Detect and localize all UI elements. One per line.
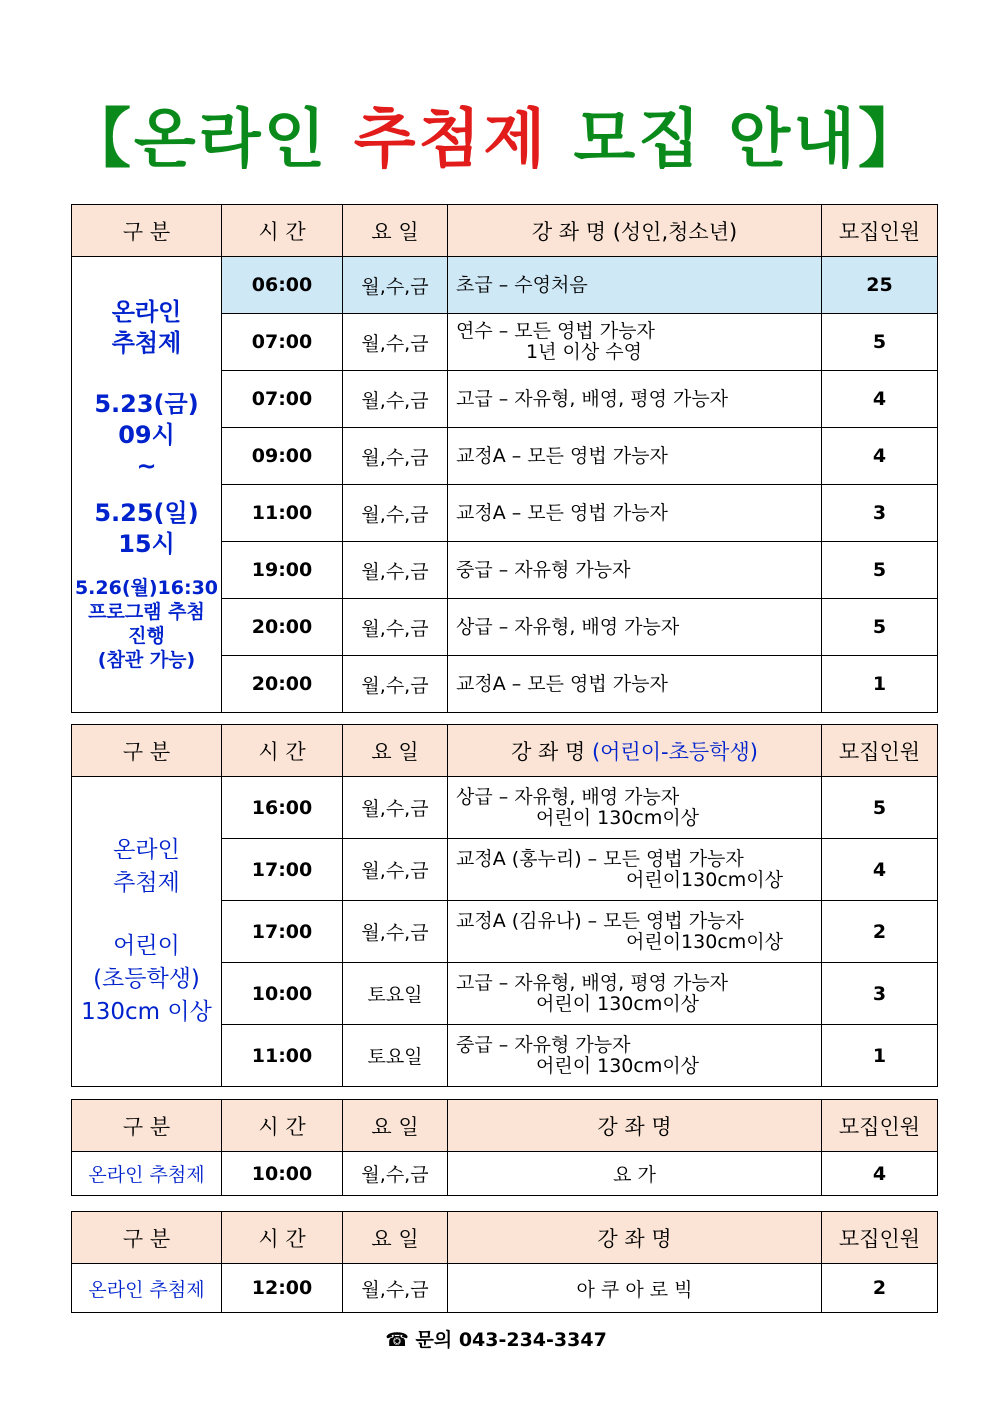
time-cell: 10:00	[222, 1152, 343, 1196]
header-course: 강 좌 명 (어린이-초등학생)	[448, 725, 822, 777]
header-days: 요 일	[343, 1212, 448, 1264]
header-days: 요 일	[343, 1100, 448, 1152]
table-row	[72, 1264, 938, 1313]
days-cell: 월,수,금	[343, 314, 448, 371]
child-schedule-table	[71, 724, 938, 1087]
page-title: 【온라인 추첨제 모집 안내】	[66, 103, 926, 177]
course-cell: 상급 – 자유형, 배영 가능자 어린이 130cm이상	[448, 777, 822, 839]
course-cell: 아 쿠 아 로 빅	[448, 1264, 822, 1313]
aqua-schedule-table	[71, 1211, 938, 1313]
time-cell: 06:00	[222, 257, 343, 314]
course-cell: 중급 – 자유형 가능자 어린이 130cm이상	[448, 1025, 822, 1087]
header-time: 시 간	[222, 205, 343, 257]
header-category: 구 분	[72, 205, 222, 257]
time-cell: 12:00	[222, 1264, 343, 1313]
time-cell: 20:00	[222, 599, 343, 656]
capacity-cell: 5	[822, 542, 938, 599]
adult-schedule-table	[71, 204, 938, 713]
course-cell: 교정A (김유나) – 모든 영법 가능자 어린이130cm이상	[448, 901, 822, 963]
days-cell: 월,수,금	[343, 1264, 448, 1313]
capacity-cell: 4	[822, 1152, 938, 1196]
course-cell: 고급 – 자유형, 배영, 평영 가능자 어린이 130cm이상	[448, 963, 822, 1025]
capacity-cell: 1	[822, 656, 938, 713]
days-cell: 월,수,금	[343, 485, 448, 542]
time-cell: 10:00	[222, 963, 343, 1025]
course-cell: 중급 – 자유형 가능자	[448, 542, 822, 599]
time-cell: 17:00	[222, 901, 343, 963]
days-cell: 월,수,금	[343, 839, 448, 901]
header-course: 강 좌 명 (성인,청소년)	[448, 205, 822, 257]
contact-footer	[0, 1325, 992, 1352]
capacity-cell: 2	[822, 901, 938, 963]
header-category: 구 분	[72, 725, 222, 777]
header-days: 요 일	[343, 725, 448, 777]
header-capacity: 모집인원	[822, 1100, 938, 1152]
table-header-row	[72, 205, 938, 257]
header-time: 시 간	[222, 725, 343, 777]
course-cell: 교정A – 모든 영법 가능자	[448, 428, 822, 485]
category-cell: 온라인 추첨제	[72, 1264, 222, 1313]
time-cell: 07:00	[222, 371, 343, 428]
course-cell: 상급 – 자유형, 배영 가능자	[448, 599, 822, 656]
capacity-cell: 1	[822, 1025, 938, 1087]
course-cell: 교정A (홍누리) – 모든 영법 가능자 어린이130cm이상	[448, 839, 822, 901]
days-cell: 월,수,금	[343, 777, 448, 839]
days-cell: 월,수,금	[343, 371, 448, 428]
time-cell: 11:00	[222, 1025, 343, 1087]
course-cell: 연수 – 모든 영법 가능자 1년 이상 수영	[448, 314, 822, 371]
time-cell: 09:00	[222, 428, 343, 485]
header-capacity: 모집인원	[822, 205, 938, 257]
days-cell: 월,수,금	[343, 542, 448, 599]
days-cell: 토요일	[343, 1025, 448, 1087]
capacity-cell: 25	[822, 257, 938, 314]
course-cell: 고급 – 자유형, 배영, 평영 가능자	[448, 371, 822, 428]
capacity-cell: 5	[822, 777, 938, 839]
capacity-cell: 4	[822, 428, 938, 485]
days-cell: 월,수,금	[343, 656, 448, 713]
header-course: 강 좌 명	[448, 1100, 822, 1152]
header-time: 시 간	[222, 1100, 343, 1152]
capacity-cell: 3	[822, 485, 938, 542]
table-row	[72, 1152, 938, 1196]
time-cell: 16:00	[222, 777, 343, 839]
time-cell: 11:00	[222, 485, 343, 542]
table-header-row	[72, 725, 938, 777]
days-cell: 월,수,금	[343, 428, 448, 485]
time-cell: 20:00	[222, 656, 343, 713]
days-cell: 월,수,금	[343, 1152, 448, 1196]
capacity-cell: 5	[822, 314, 938, 371]
days-cell: 월,수,금	[343, 599, 448, 656]
header-category: 구 분	[72, 1100, 222, 1152]
header-category: 구 분	[72, 1212, 222, 1264]
header-course: 강 좌 명	[448, 1212, 822, 1264]
capacity-cell: 4	[822, 371, 938, 428]
capacity-cell: 4	[822, 839, 938, 901]
yoga-schedule-table	[71, 1099, 938, 1196]
days-cell: 월,수,금	[343, 901, 448, 963]
table-row	[72, 257, 938, 314]
header-capacity: 모집인원	[822, 1212, 938, 1264]
capacity-cell: 2	[822, 1264, 938, 1313]
table-header-row	[72, 1212, 938, 1264]
table-row	[72, 777, 938, 839]
time-cell: 17:00	[222, 839, 343, 901]
course-cell: 교정A – 모든 영법 가능자	[448, 485, 822, 542]
category-cell: 온라인 추첨제	[72, 1152, 222, 1196]
table-header-row	[72, 1100, 938, 1152]
course-cell: 교정A – 모든 영법 가능자	[448, 656, 822, 713]
header-time: 시 간	[222, 1212, 343, 1264]
time-cell: 19:00	[222, 542, 343, 599]
header-capacity: 모집인원	[822, 725, 938, 777]
child-category-cell: 온라인 추첨제 어린이 (초등학생) 130cm 이상	[72, 777, 222, 1087]
capacity-cell: 5	[822, 599, 938, 656]
capacity-cell: 3	[822, 963, 938, 1025]
days-cell: 월,수,금	[343, 257, 448, 314]
header-days: 요 일	[343, 205, 448, 257]
days-cell: 토요일	[343, 963, 448, 1025]
phone-icon: ☎	[385, 1329, 409, 1351]
time-cell: 07:00	[222, 314, 343, 371]
contact-text: 문의 043-234-3347	[415, 1329, 607, 1351]
adult-category-cell: 온라인 추첨제 5.23(금) 09시 ~ 5.25(일) 15시 5.26(월)16:30 프로그램 추첨 진행 (참관 가능)	[72, 257, 222, 713]
course-cell: 요 가	[448, 1152, 822, 1196]
course-cell: 초급 – 수영처음	[448, 257, 822, 314]
